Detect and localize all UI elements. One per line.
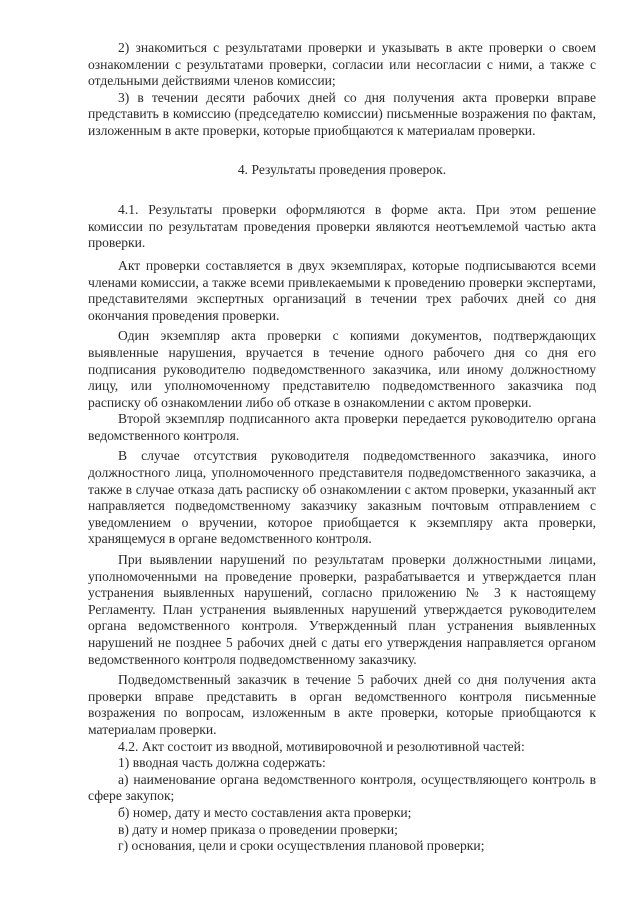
paragraph-4-1: 4.1. Результаты проверки оформляются в форме акта. При этом решение комиссии по результатам проведения проверки являются неотъемлемой частью акта проверки. — [88, 202, 596, 251]
list-item-a: а) наименование органа ведомственного контроля, осуществляющего контроль в сфере закупок; — [88, 771, 596, 804]
list-item-g: г) основания, цели и сроки осуществления плановой проверки; — [118, 838, 485, 854]
paragraph-first-copy: Один экземпляр акта проверки с копиями документов, подтверждающих выявленные нарушения, вручается в течение одного рабочего дня со дня его подписания руководителю подведомственного заказчика, или иному должностному лицу, или уполномоченному представителю подведомственного заказчика под расписку об ознакомлении либо об отказе в ознакомлении с актом проверки. — [88, 328, 596, 410]
list-item-intro: 1) вводная часть должна содержать: — [118, 755, 326, 771]
paragraph-violations-plan: При выявлении нарушений по результатам проверки должностными лицами, уполномоченными на проведение проверки, разрабатывается и утверждается план устранения выявленных нарушений, согласно приложению № 3 к настоящему Регламенту. План устранения выявленных нарушений утверждается руководителем органа ведомственного контроля. Утвержденный план устранения выявленных нарушений не позднее 5 рабочих дней с даты его утверждения направляется органом ведомственного контроля подведомственному заказчику. — [88, 552, 596, 667]
section-heading: 4. Результаты проведения проверок. — [237, 161, 447, 177]
document-page — [88, 40, 596, 855]
paragraph-second-copy: Второй экземпляр подписанного акта проверки передается руководителю органа ведомственного контроля. — [88, 411, 596, 443]
paragraph-objections: Подведомственный заказчик в течение 5 рабочих дней со дня получения акта проверки вправе представить в орган ведомственного контроля письменные возражения по вопросам, изложенным в акте проверки, которые приобщаются к материалам проверки. — [88, 672, 596, 737]
paragraph-act-two-copies: Акт проверки составляется в двух экземплярах, которые подписываются всеми членами комиссии, а также всеми привлекаемыми к проведению проверки экспертами, представителями экспертных организаций в течении трех рабочих дней со дня окончания проведения проверки. — [88, 257, 596, 323]
paragraph-right-2: 2) знакомиться с результатами проверки и указывать в акте проверки о своем ознакомлении с результатами проверки, согласии или несогласии с ними, а также с отдельными действиями членов комиссии; — [88, 40, 596, 89]
paragraph-4-2: 4.2. Акт состоит из вводной, мотивировочной и резолютивной частей: — [118, 738, 525, 754]
paragraph-absence-case: В случае отсутствия руководителя подведомственного заказчика, иного должностного лица, уполномоченного представителя подведомственного заказчика, а также в случае отказа дать расписку об ознакомлении с актом проверки, указанный акт направляется подведомственному заказчику заказным почтовым отправлением с уведомлением о вручении, которое приобщается к экземпляру акта проверки, хранящемуся в органе ведомственного контроля. — [88, 448, 596, 547]
paragraph-right-3: 3) в течении десяти рабочих дней со дня получения акта проверки вправе представить в комиссию (председателю комиссии) письменные возражения по фактам, изложенным в акте проверки, которые приобщаются к материалам проверки. — [88, 89, 596, 138]
list-item-v: в) дату и номер приказа о проведении проверки; — [118, 821, 398, 837]
list-item-b: б) номер, дату и место составления акта проверки; — [118, 804, 412, 820]
